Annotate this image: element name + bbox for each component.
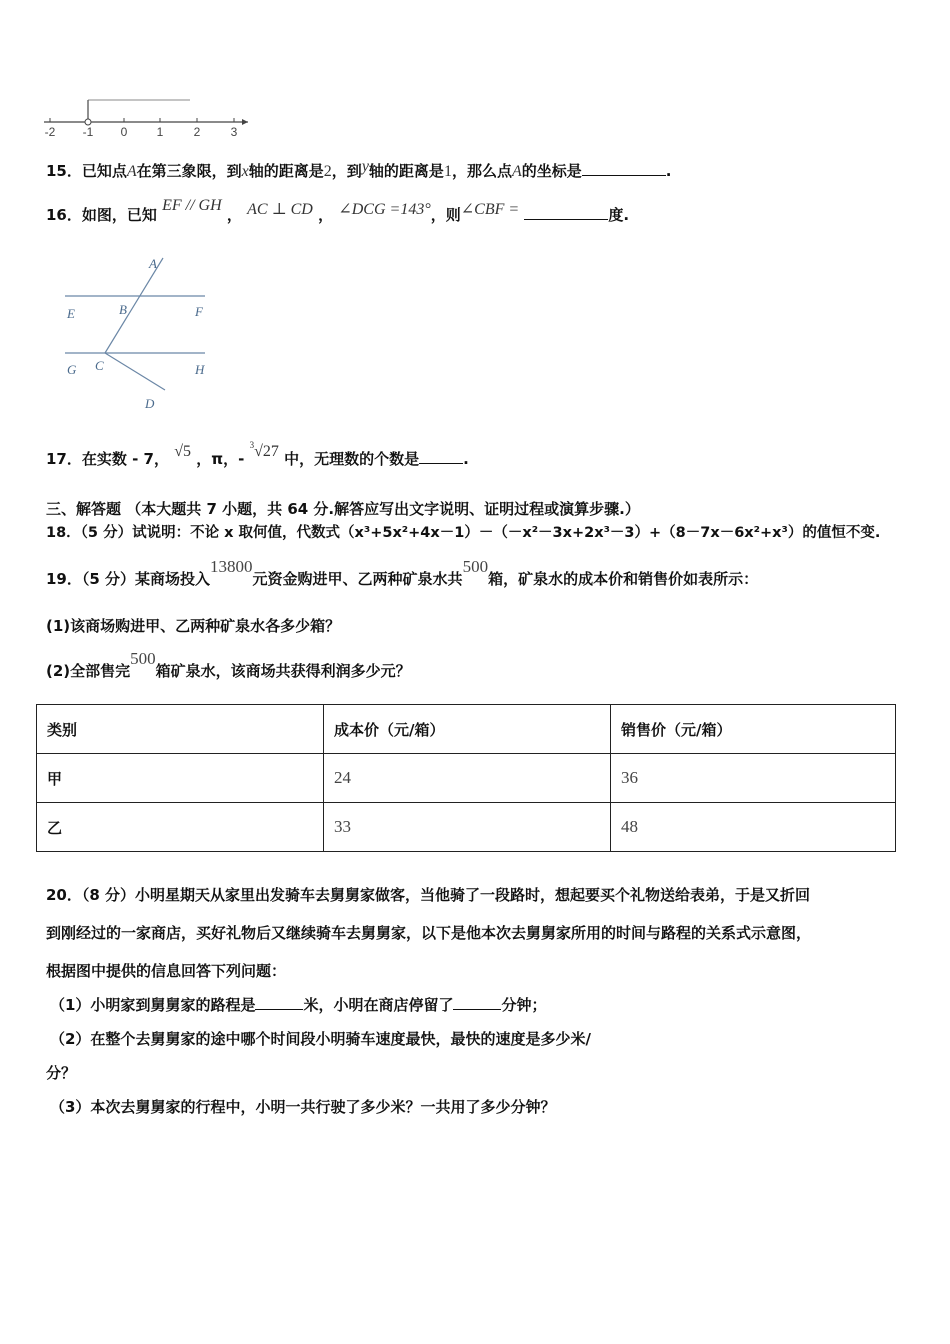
table-cell: 甲 — [37, 754, 324, 803]
table-header-cell: 销售价（元/箱） — [611, 705, 896, 754]
point-label: A — [149, 256, 157, 271]
question-20-line: 根据图中提供的信息回答下列问题： — [46, 962, 287, 980]
price-table — [36, 704, 896, 852]
tick-label: 1 — [156, 125, 164, 139]
table-header-cell: 类别 — [37, 705, 324, 754]
question-19-part-1: (1)该商场购进甲、乙两种矿泉水各多少箱？ — [46, 617, 341, 635]
table-cell: 33 — [324, 803, 611, 852]
point-label: F — [195, 304, 203, 319]
answer-blank[interactable] — [453, 995, 501, 1010]
table-row — [37, 754, 896, 803]
table-cell: 36 — [611, 754, 896, 803]
point-label: B — [119, 302, 127, 317]
section-title: 三、解答题 （本大题共 7 小题，共 64 分.解答应写出文字说明、证明过程或演算步骤.） — [46, 500, 640, 518]
question-20-line: 20．（8 分）小明星期天从家里出发骑车去舅舅家做客，当他骑了一段路时，想起要买个礼物送给表弟，于是又折回 — [46, 886, 811, 904]
tick-label: 2 — [193, 125, 201, 139]
question-16: 16．如图，已知 EF // GH ， AC ⊥ CD ， ∠DCG =143°，则∠CBF = 度. — [46, 197, 630, 224]
tick-label: -1 — [82, 125, 94, 139]
question-20-line: 到刚经过的一家商店，买好礼物后又继续骑车去舅舅家，以下是他本次去舅舅家所用的时间与路程的关系式示意图， — [46, 924, 812, 942]
point-label: H — [195, 362, 205, 377]
table-row — [37, 803, 896, 852]
table-header-row — [37, 705, 896, 754]
table-cell: 48 — [611, 803, 896, 852]
answer-blank[interactable] — [255, 995, 303, 1010]
answer-blank[interactable] — [524, 205, 608, 220]
tick-label: -2 — [44, 125, 56, 139]
point-label: E — [67, 306, 75, 321]
question-19-part-2: (2)全部售完500箱矿泉水，该商场共获得利润多少元？ — [46, 649, 411, 680]
table-cell: 乙 — [37, 803, 324, 852]
number-line — [40, 92, 255, 140]
question-18: 18．（5 分）试说明：不论 x 取何值，代数式（x³+5x²+4x－1）－（－x²－3x+2x³－3）+（8－7x－6x²+x³）的值恒不变. — [46, 525, 881, 541]
table-cell: 24 — [324, 754, 611, 803]
answer-blank[interactable] — [582, 161, 666, 176]
question-20-part-3: （3）本次去舅舅家的行程中，小明一共行驶了多少米？一共用了多少分钟？ — [50, 1098, 556, 1116]
question-20-part-1: （1）小明家到舅舅家的路程是 米，小明在商店停留了 分钟； — [50, 996, 547, 1014]
question-20-part-2: （2）在整个去舅舅家的途中哪个时间段小明骑车速度最快，最快的速度是多少米/ — [50, 1030, 591, 1048]
point-label: C — [95, 358, 104, 373]
question-19: 19．（5 分）某商场投入13800元资金购进甲、乙两种矿泉水共500箱，矿泉水的成本价和销售价如表所示： — [46, 557, 759, 588]
question-20-part-2-cont: 分？ — [46, 1064, 77, 1082]
geometry-figure — [55, 250, 225, 420]
answer-blank[interactable] — [419, 449, 463, 464]
tick-label: 3 — [230, 125, 238, 139]
tick-label: 0 — [120, 125, 128, 139]
table-header-cell: 成本价（元/箱） — [324, 705, 611, 754]
point-label: D — [145, 396, 155, 411]
question-17: 17．在实数 - 7， √5 ，π，- $^3$√27 中，无理数的个数是 . — [46, 440, 469, 468]
question-15: 15．已知点A在第三象限，到x轴的距离是2，到y轴的距离是1，那么点A的坐标是 . — [46, 158, 672, 180]
point-label: G — [67, 362, 77, 377]
